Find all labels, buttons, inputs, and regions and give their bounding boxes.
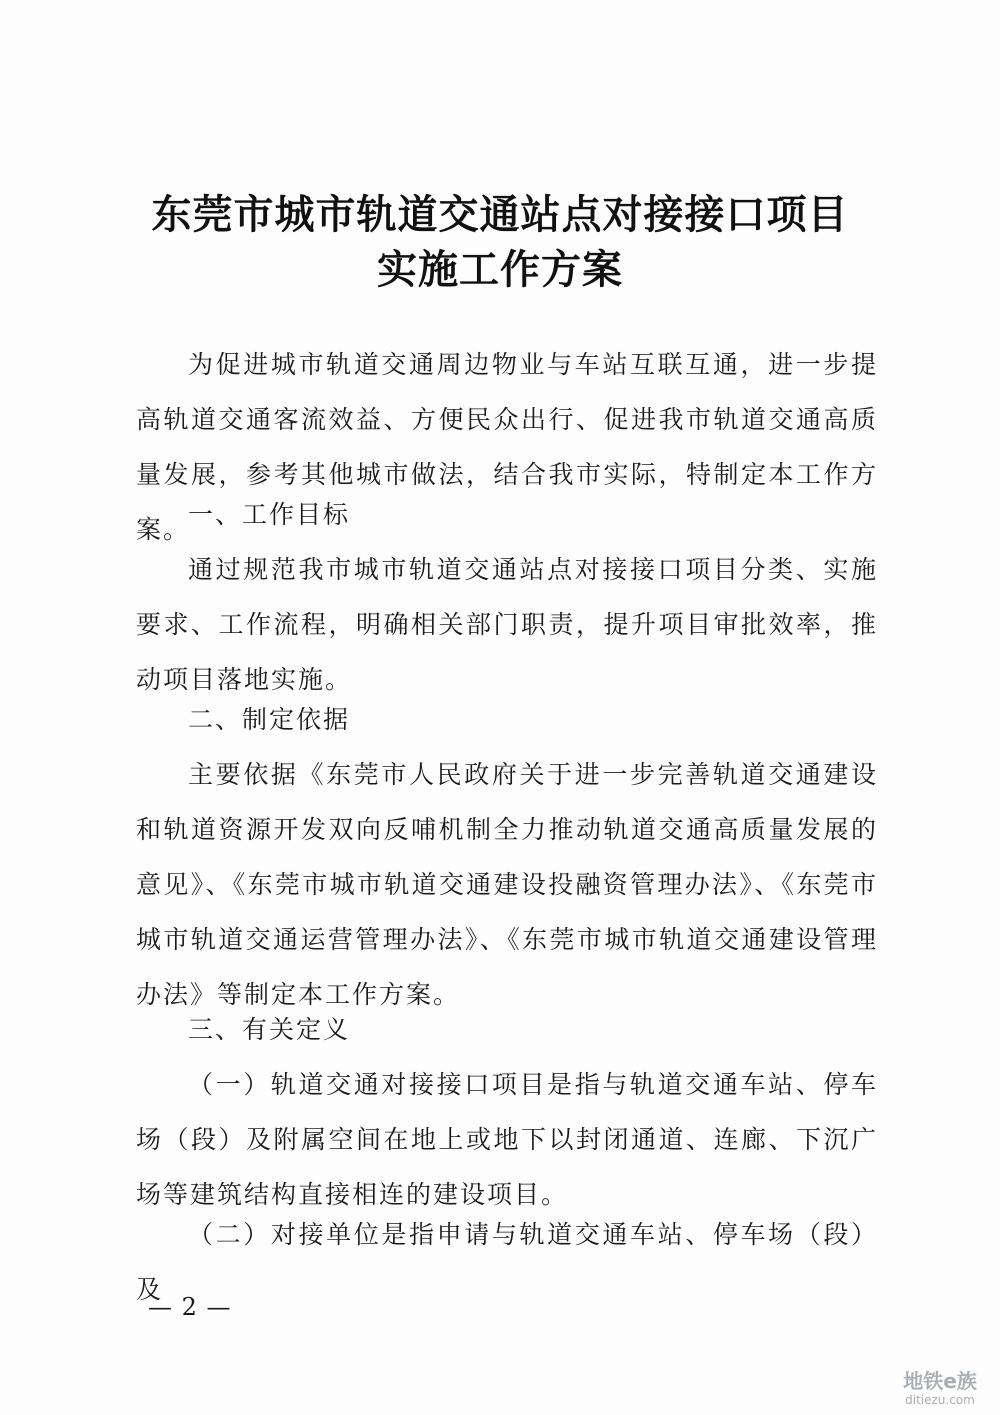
page-number: — 2 — bbox=[148, 1293, 232, 1321]
section2-heading: 二、制定依据 bbox=[188, 705, 351, 734]
watermark-url: ditiezu.com bbox=[905, 1393, 975, 1407]
section2-paragraph: 主要依据《东莞市人民政府关于进一步完善轨道交通建设和轨道资源开发双向反哺机制全力推动轨道交通高质量发展的意见》、《东莞市城市轨道交通建设投融资管理办法》、《东莞市城市轨道交通运营管理办法》、《东莞市城市轨道交通建设管理办法》等制定本工作方案。 bbox=[136, 760, 878, 1009]
watermark-name: 地铁e族 bbox=[903, 1369, 977, 1393]
section1-heading: 一、工作目标 bbox=[188, 500, 351, 529]
site-watermark bbox=[892, 1369, 988, 1407]
section3-item2-paragraph: （二）对接单位是指申请与轨道交通车站、停车场（段）及 bbox=[136, 1220, 878, 1304]
document-title-line1: 东莞市城市轨道交通站点对接接口项目 bbox=[151, 191, 849, 238]
document-title-line2: 实施工作方案 bbox=[377, 246, 623, 293]
section3-item1-paragraph: （一）轨道交通对接接口项目是指与轨道交通车站、停车场（段）及附属空间在地上或地下以封闭通道、连廊、下沉广场等建筑结构直接相连的建设项目。 bbox=[136, 1070, 878, 1209]
intro-paragraph: 为促进城市轨道交通周边物业与车站互联互通，进一步提高轨道交通客流效益、方便民众出行、促进我市轨道交通高质量发展，参考其他城市做法，结合我市实际，特制定本工作方案。 bbox=[136, 350, 878, 544]
section3-heading: 三、有关定义 bbox=[188, 1015, 351, 1044]
section1-paragraph: 通过规范我市城市轨道交通站点对接接口项目分类、实施要求、工作流程，明确相关部门职责，提升项目审批效率，推动项目落地实施。 bbox=[136, 555, 878, 694]
